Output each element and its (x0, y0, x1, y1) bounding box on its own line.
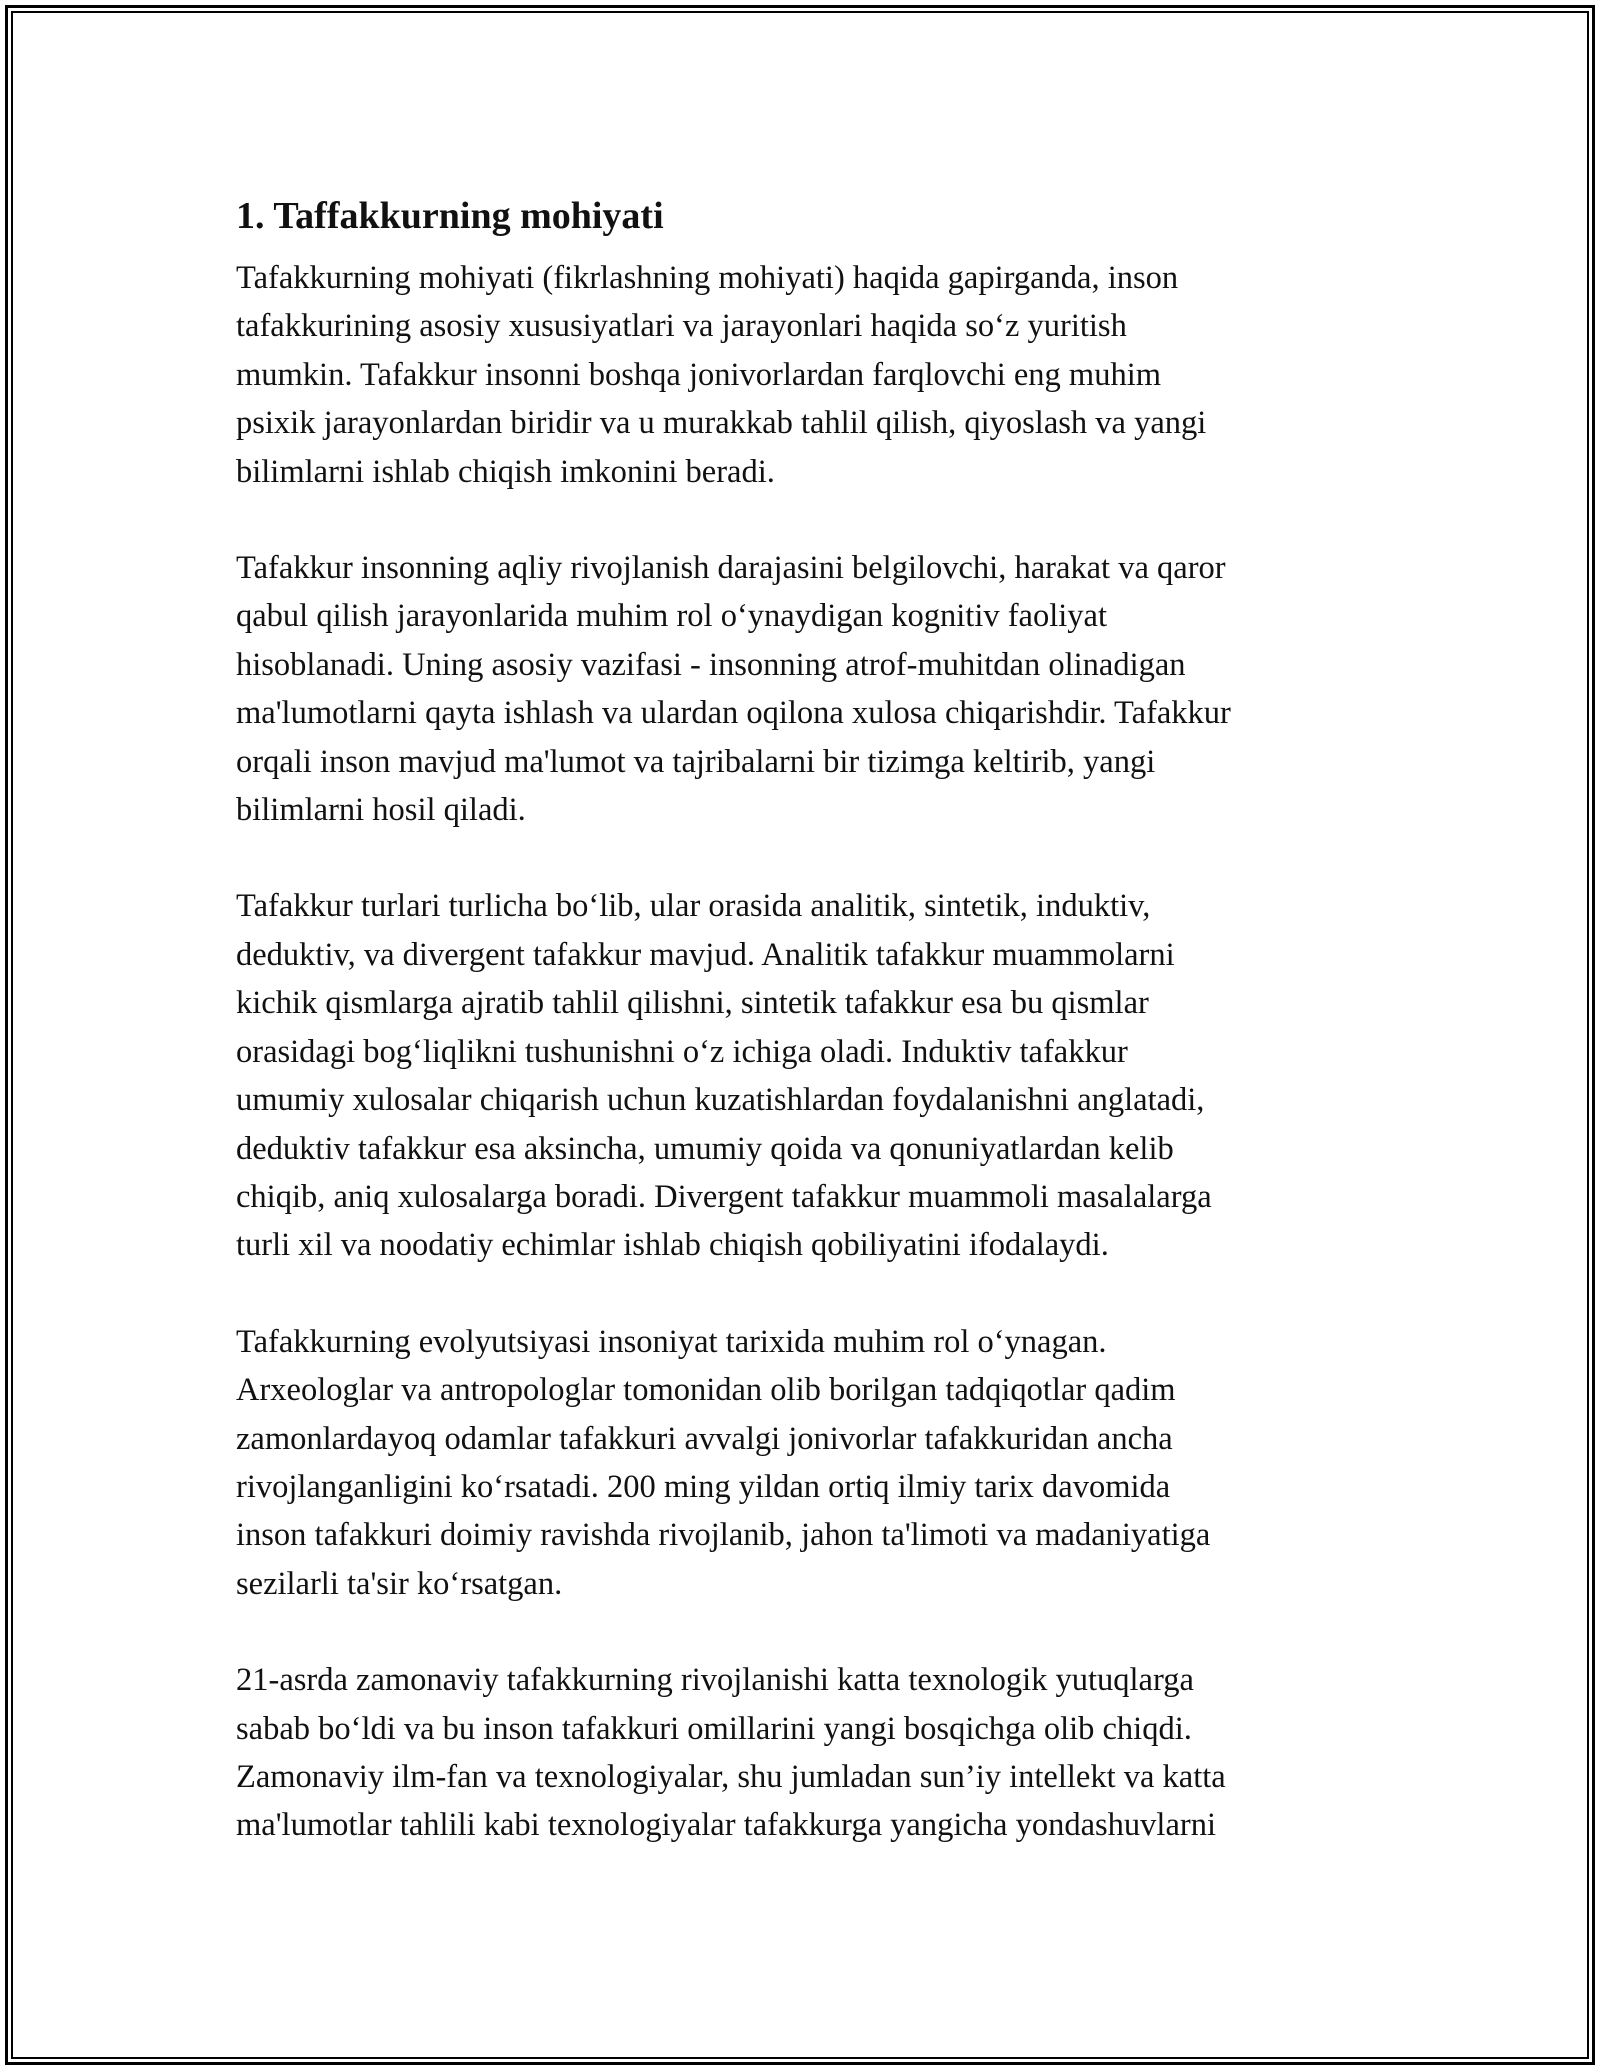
paragraph-5: 21-asrda zamonaviy tafakkurning rivojlanishi katta texnologik yutuqlarga sabab bo‘ldi va bu inson tafakkuri omillarini yangi bosqichga olib chiqdi. Zamonaviy ilm-fan va texnologiyalar, shu jumladan sun’iy intellekt va katta ma'lumotlar tahlili kabi texnologiyalar tafakkurga yangicha yondashuvlarni (236, 1662, 1226, 1844)
paragraph-3: Tafakkur turlari turlicha bo‘lib, ular orasida analitik, sintetik, induktiv, deduktiv, va divergent tafakkur mavjud. Analitik tafakkur muammolarni kichik qismlarga ajratib tahlil qilishni, sintetik tafakkur esa bu qismlar orasidagi bog‘liqlikni tushunishni o‘z ichiga oladi. Induktiv tafakkur umumiy xulosalar chiqarish uchun kuzatishlardan foydalanishni anglatadi, deduktiv tafakkur esa aksincha, umumiy qoida va qonuniyatlardan kelib chiqib, aniq xulosalarga boradi. Divergent tafakkur muammoli masalalarga turli xil va noodatiy echimlar ishlab chiqish qobiliyatini ifodalaydi. (236, 888, 1212, 1264)
paragraph-1: Tafakkurning mohiyati (fikrlashning mohiyati) haqida gapirganda, inson tafakkurining asosiy xususiyatlari va jarayonlari haqida so‘z yuritish mumkin. Tafakkur insonni boshqa jonivorlardan farqlovchi eng muhim psixik jarayonlardan biridir va u murakkab tahlil qilish, qiyoslash va yangi bilimlarni ishlab chiqish imkonini beradi. (236, 260, 1207, 490)
document-body (236, 186, 1376, 1850)
paragraph-4: Tafakkurning evolyutsiyasi insoniyat tarixida muhim rol o‘ynagan. Arxeologlar va antropologlar tomonidan olib borilgan tadqiqotlar qadim zamonlardayoq odamlar tafakkuri avvalgi jonivorlar tafakkuridan ancha rivojlanganligini ko‘rsatadi. 200 ming yildan ortiq ilmiy tarix davomida inson tafakkuri doimiy ravishda rivojlanib, jahon ta'limoti va madaniyatiga sezilarli ta'sir ko‘rsatgan. (236, 1323, 1211, 1602)
paragraph-2: Tafakkur insonning aqliy rivojlanish darajasini belgilovchi, harakat va qaror qabul qilish jarayonlarida muhim rol o‘ynaydigan kognitiv faoliyat hisoblanadi. Uning asosiy vazifasi - insonning atrof-muhitdan olinadigan ma'lumotlarni qayta ishlash va ulardan oqilona xulosa chiqarishdir. Tafakkur orqali inson mavjud ma'lumot va tajribalarni bir tizimga keltirib, yangi bilimlarni hosil qiladi. (236, 550, 1231, 829)
section-heading: 1. Taffakkurning mohiyati (236, 195, 664, 237)
